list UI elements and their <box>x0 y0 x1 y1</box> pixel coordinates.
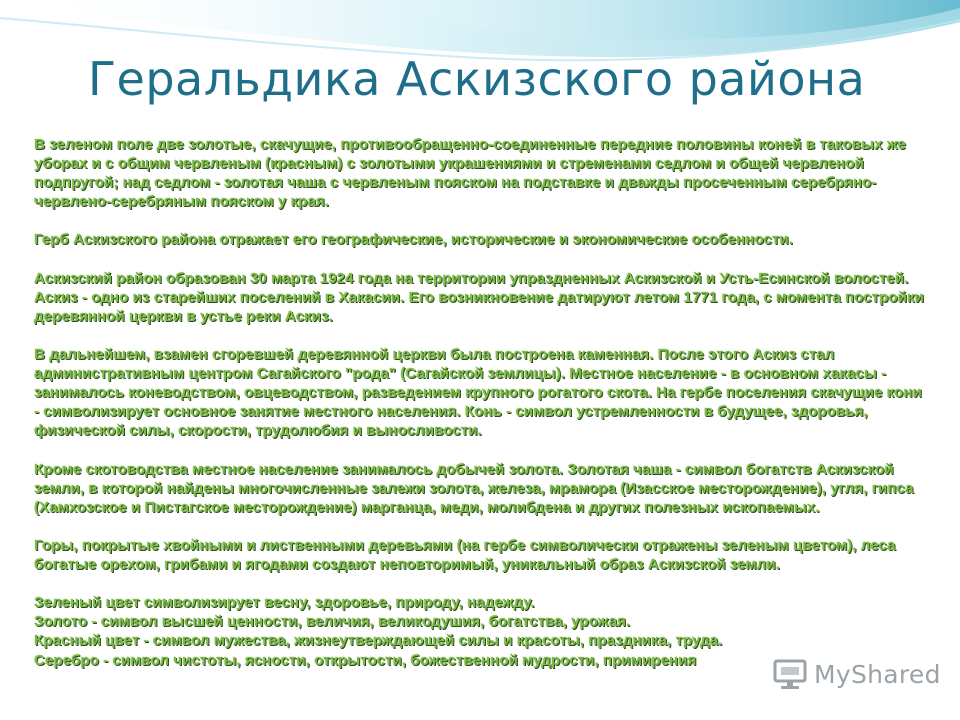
symbol-gold: Золото - символ высшей ценности, величия, великодушия, богатства, урожая. <box>34 613 631 631</box>
symbol-red: Красный цвет - символ мужества, жизнеутверждающей силы и красоты, праздника, труда. <box>34 632 723 650</box>
page-title: Геральдика Аскизского района <box>88 52 866 106</box>
paragraph-district-history: Аскизский район образован 30 марта 1924 года на территории упраздненных Аскизской и Усть-Есинской волостей. Аскиз - одно из старейших поселений в Хакасии. Его возникновение датируют летом 1771 года, с момента постройки деревянной церкви в устье реки Аскиз. <box>34 269 924 325</box>
paragraph-horses-symbol: В дальнейшем, взамен сгоревшей деревянной церкви была построена каменная. После этого Аскиз стал административным центром Сагайского "рода" (Сагайской землицы). Местное население - в основном хакасы - занималось коневодством, овцеводством, разведением крупного рогатого скота. На гербе поселения скачущие кони - символизирует основное занятие местного населения. Конь - символ устремленности в будущее, здоровья, физической силы, скорости, трудолюбия и выносливости. <box>34 346 922 440</box>
paragraph-gold-bowl-symbol: Кроме скотоводства местное население занималось добычей золота. Золотая чаша - символ богатств Аскизской земли, в которой найдены многочисленные залежи золота, железа, мрамора (Изасское месторождение), угля, гипса (Хамхозское и Пистагское месторождение) марганца, меди, молибдена и других полезных ископаемых. <box>34 460 914 516</box>
watermark-text: MyShared <box>814 659 941 689</box>
paragraph-coat-description: В зеленом поле две золотые, скачущие, противообращенно-соединенные передние половины коней в таковых же уборах и с общим червленым (красным) с золотыми украшениями и стременами седлом и общей червленой подпругой; над седлом - золотая чаша с червленым пояском на подставке и дважды просеченным серебряно-червлено-серебряным пояском у края. <box>34 136 906 211</box>
monitor-logo-icon <box>772 656 808 692</box>
myshared-watermark <box>772 656 941 692</box>
body-text <box>34 135 929 670</box>
symbol-green: Зеленый цвет символизирует весну, здоровье, природу, надежду. <box>34 594 535 612</box>
symbol-silver: Серебро - символ чистоты, ясности, открытости, божественной мудрости, примирения <box>34 651 697 669</box>
paragraph-green-field-symbol: Горы, покрытые хвойными и лиственными деревьями (на гербе символически отражены зеленым цветом), леса богатые орехом, грибами и ягодами создают неповторимый, уникальный образ Аскизской земли. <box>34 536 896 574</box>
paragraph-coat-meaning: Герб Аскизского района отражает его географические, исторические и экономические особенности. <box>34 231 793 249</box>
